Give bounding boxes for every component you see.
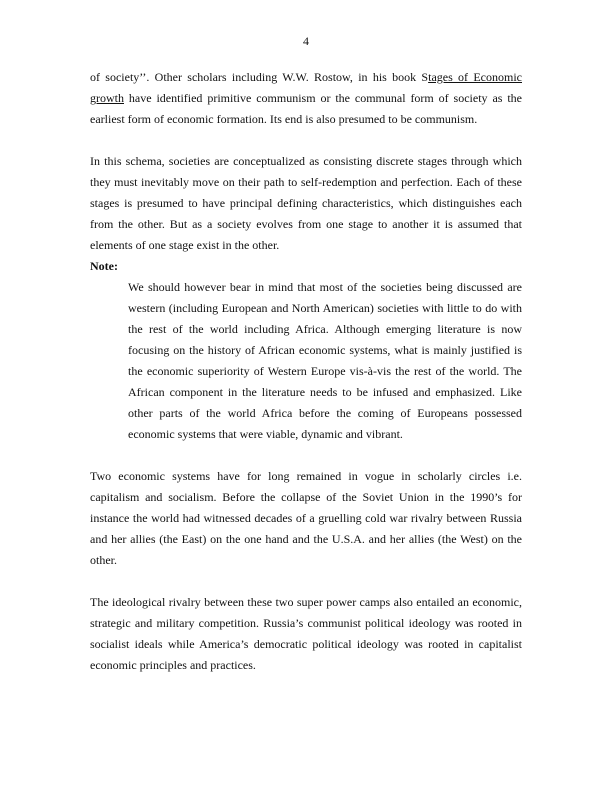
text-line: economic principles and practices. bbox=[90, 658, 256, 672]
paragraph-schema bbox=[90, 151, 522, 256]
paragraph-economic-systems bbox=[90, 466, 522, 571]
text-line: of society’’. Other scholars including W.W. Rostow, in his book Stages of Economic bbox=[90, 70, 522, 84]
text-line: Two economic systems have for long remained in vogue in scholarly circles i.e. bbox=[90, 469, 522, 483]
text-line: they must inevitably move on their path to self-redemption and perfection. Each of these bbox=[90, 175, 522, 189]
text-line: other parts of the world Africa before the coming of Europeans possessed bbox=[128, 406, 522, 420]
text-line: other. bbox=[90, 553, 117, 567]
text-line: instance the world had witnessed decades of a gruelling cold war rivalry between Russia bbox=[90, 511, 522, 525]
note-paragraph bbox=[128, 277, 522, 445]
text-line: The ideological rivalry between these two super power camps also entailed an economic, bbox=[90, 595, 522, 609]
text-line: stages is presumed to have principal defining characteristics, which distinguishes each bbox=[90, 196, 522, 210]
text-line: the rest of the world including Africa. Although emerging literature is now bbox=[128, 322, 522, 336]
text-line: We should however bear in mind that most of the societies being discussed are bbox=[128, 280, 522, 294]
text-line: In this schema, societies are conceptualized as consisting discrete stages through which bbox=[90, 154, 522, 168]
text-line: capitalism and socialism. Before the collapse of the Soviet Union in the 1990’s for bbox=[90, 490, 522, 504]
page-number: 4 bbox=[303, 34, 309, 48]
text-line: western (including European and North American) societies with little to do with bbox=[128, 301, 522, 315]
text-line: earliest form of economic formation. Its end is also presumed to be communism. bbox=[90, 112, 478, 126]
text-line: the economic superiority of Western Europe vis-à-vis the rest of the world. The bbox=[128, 364, 522, 378]
text-line: elements of one stage exist in the other. bbox=[90, 238, 280, 252]
paragraph-ideological-rivalry bbox=[90, 592, 522, 676]
text-line: strategic and military competition. Russia’s communist political ideology was rooted in bbox=[90, 616, 522, 630]
text-line: growth have identified primitive communism or the communal form of society as the bbox=[90, 91, 522, 105]
paragraph-rostow bbox=[90, 67, 522, 130]
text-line: from the other. But as a society evolves from one stage to another it is assumed that bbox=[90, 217, 522, 231]
text-line: socialist ideals while America’s democratic political ideology was rooted in capitalist bbox=[90, 637, 522, 651]
text-line: economic systems that were viable, dynamic and vibrant. bbox=[128, 427, 403, 441]
note-label: Note: bbox=[90, 259, 118, 273]
text-line: and her allies (the East) on the one hand and the U.S.A. and her allies (the West) on the bbox=[90, 532, 522, 546]
text-line: focusing on the history of African economic systems, what is mainly justified is bbox=[128, 343, 522, 357]
text-line: African component in the literature needs to be infused and emphasized. Like bbox=[128, 385, 522, 399]
